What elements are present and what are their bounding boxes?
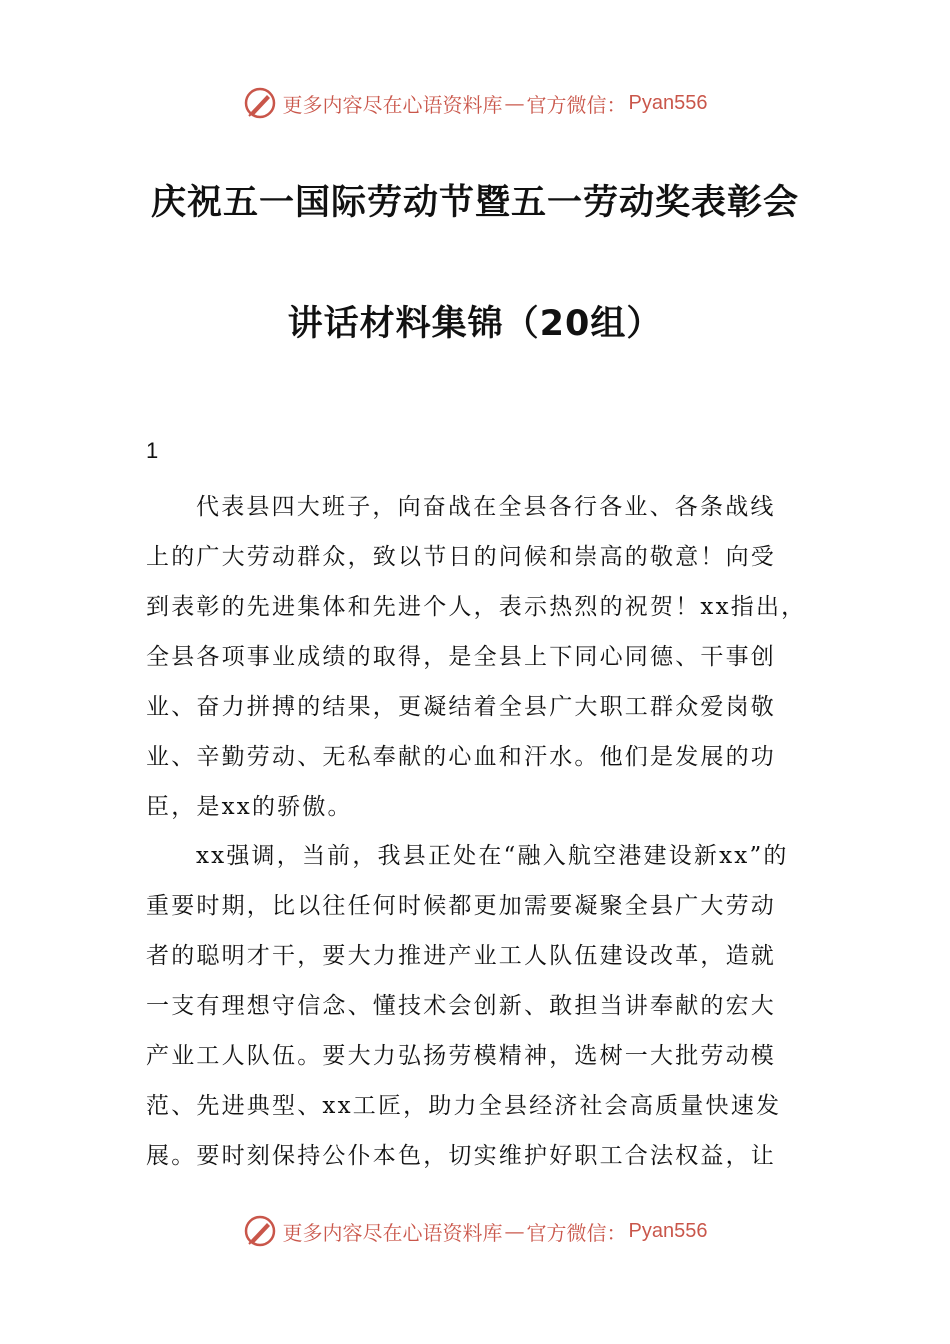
footer-watermark (0, 1213, 950, 1249)
paragraph-line: 重要时期，比以往任何时候都更加需要凝聚全县广大劳动 (146, 893, 776, 919)
section-number: 1 (146, 438, 159, 463)
paragraph-line: 上的广大劳动群众，致以节日的问候和崇高的敬意！向受 (146, 544, 776, 570)
watermark-text: 更多内容尽在心语资料库 (282, 92, 503, 117)
paragraph-line: 到表彰的先进集体和先进个人，表示热烈的祝贺！xx指出， (146, 594, 807, 620)
pen-logo-icon (243, 86, 277, 120)
paragraph-line: 代表县四大班子，向奋战在全县各行各业、各条战线 (196, 494, 776, 520)
pen-logo-icon (243, 1214, 277, 1248)
watermark-wechat-id: Pyan556 (628, 1219, 708, 1242)
paragraph-line: 全县各项事业成绩的取得，是全县上下同心同德、干事创 (146, 644, 776, 670)
paragraph-line: 者的聪明才干，要大力推进产业工人队伍建设改革，造就 (146, 943, 776, 969)
paragraph-line: 产业工人队伍。要大力弘扬劳模精神，选树一大批劳动模 (146, 1043, 776, 1069)
paragraph-line: 范、先进典型、xx工匠，助力全县经济社会高质量快速发 (146, 1093, 782, 1119)
document-title-line-1: 庆祝五一国际劳动节暨五一劳动奖表彰会 (150, 183, 799, 223)
paragraph-line: 业、辛勤劳动、无私奉献的心血和汗水。他们是发展的功 (146, 744, 776, 770)
paragraph-line: 业、奋力拼搏的结果，更凝结着全县广大职工群众爱岗敬 (146, 694, 776, 720)
watermark-wechat-id: Pyan556 (628, 91, 708, 114)
paragraph-line: 一支有理想守信念、懂技术会创新、敢担当讲奉献的宏大 (146, 993, 776, 1019)
paragraph-2 (146, 831, 808, 1181)
document-title-line-2: 讲话材料集锦（20组） (287, 304, 663, 344)
paragraph-line: 臣，是xx的骄傲。 (146, 794, 353, 820)
watermark-label: 官方微信： (526, 1220, 627, 1245)
paragraph-line: xx强调，当前，我县正处在“融入航空港建设新xx”的 (196, 843, 789, 869)
watermark-separator: — (504, 91, 525, 115)
watermark-text: 更多内容尽在心语资料库 (282, 1220, 503, 1245)
paragraph-1 (146, 482, 808, 832)
header-watermark (0, 85, 950, 121)
watermark-separator: — (504, 1219, 525, 1243)
watermark-label: 官方微信： (526, 92, 627, 117)
paragraph-line: 展。要时刻保持公仆本色，切实维护好职工合法权益，让 (146, 1143, 776, 1169)
